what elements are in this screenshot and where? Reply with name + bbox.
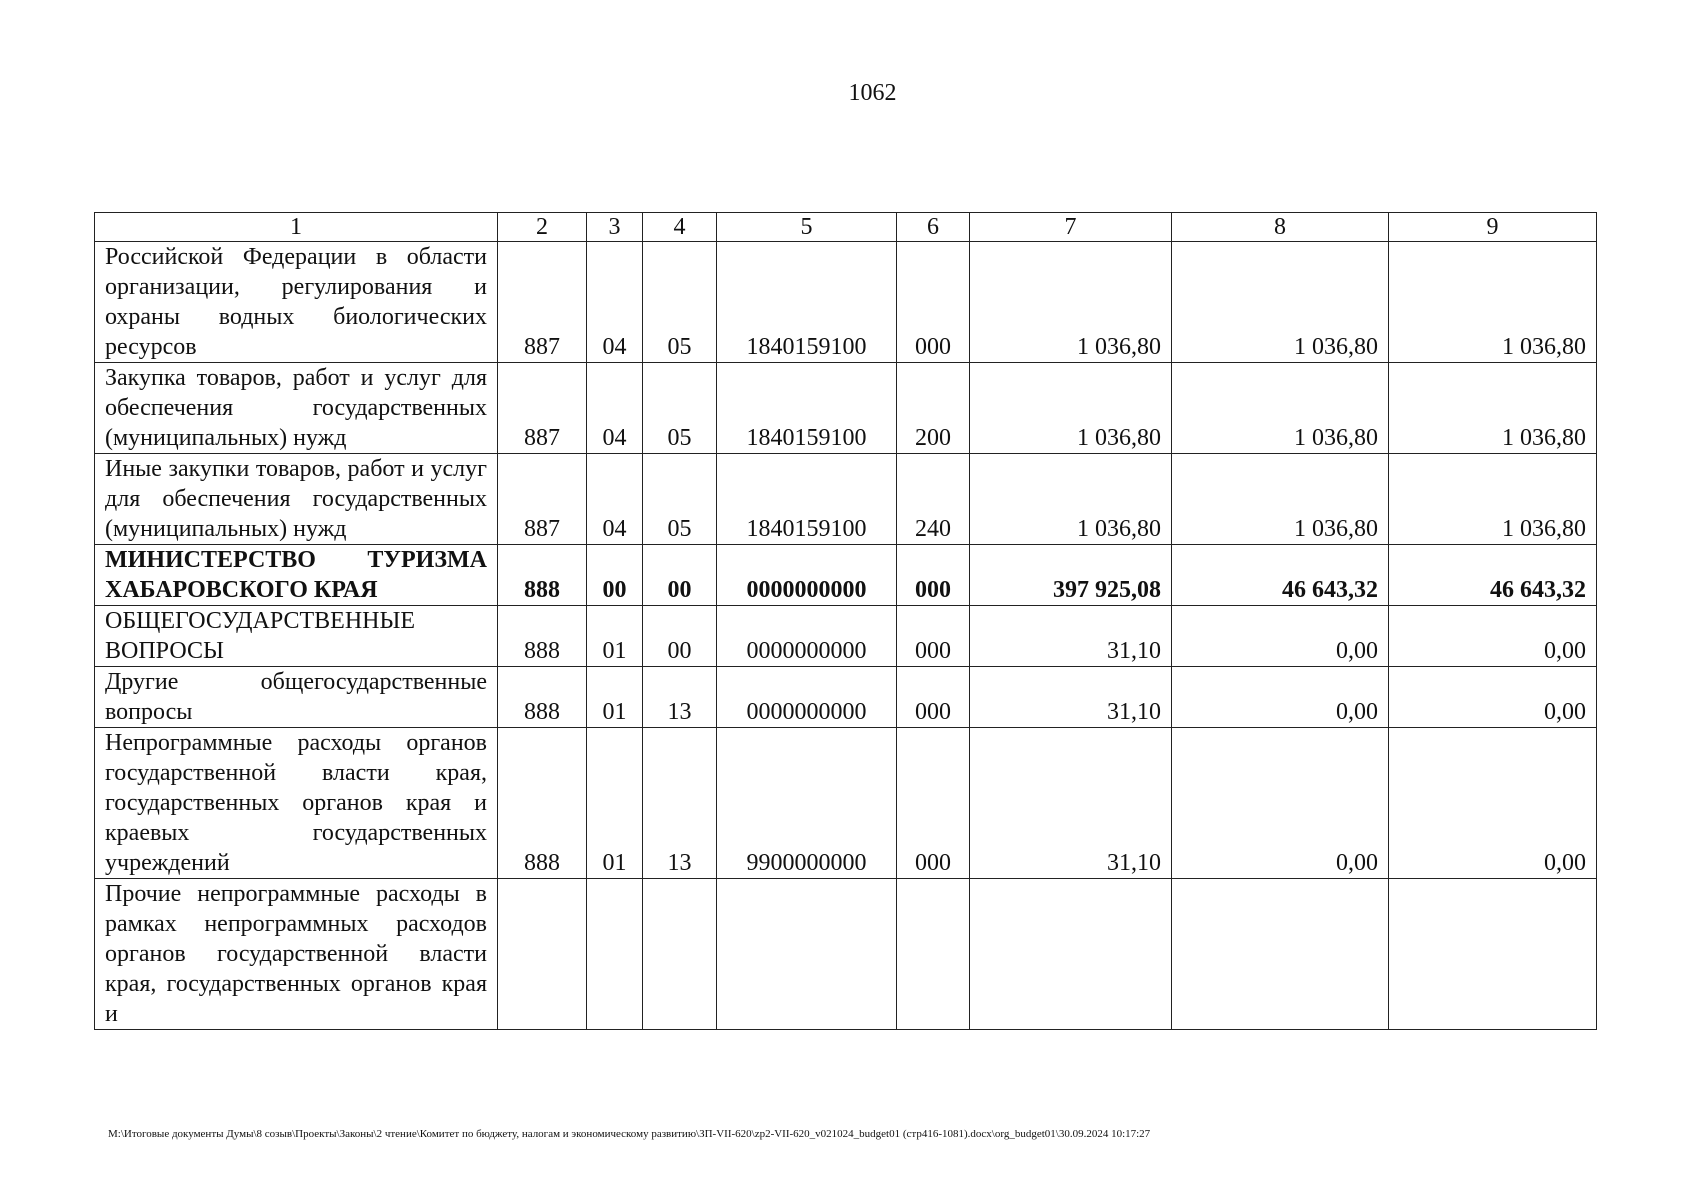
row-description: ОБЩЕГОСУДАРСТВЕННЫЕ ВОПРОСЫ (95, 606, 498, 667)
column-header: 1 (95, 213, 498, 242)
cell-amount-col8 (1172, 879, 1389, 1030)
cell-section: 01 (587, 667, 643, 728)
budget-table (94, 212, 1597, 1030)
cell-amount-col9: 0,00 (1389, 606, 1597, 667)
header-row (95, 213, 1597, 242)
cell-section: 04 (587, 454, 643, 545)
cell-target-article: 1840159100 (717, 242, 897, 363)
cell-amount-col7: 1 036,80 (970, 242, 1172, 363)
row-description: Закупка товаров, работ и услуг для обеспечения государственных (муниципальных) нужд (95, 363, 498, 454)
column-header: 7 (970, 213, 1172, 242)
cell-target-article: 0000000000 (717, 667, 897, 728)
cell-amount-col8: 46 643,32 (1172, 545, 1389, 606)
table-row (95, 667, 1597, 728)
table-row (95, 879, 1597, 1030)
cell-section: 04 (587, 363, 643, 454)
row-description: Иные закупки товаров, работ и услуг для обеспечения государственных (муниципальных) нужд (95, 454, 498, 545)
column-header: 6 (897, 213, 970, 242)
cell-subsection: 13 (643, 667, 717, 728)
page-number: 1062 (848, 80, 897, 106)
cell-target-article: 9900000000 (717, 728, 897, 879)
cell-amount-col7: 1 036,80 (970, 454, 1172, 545)
table-row (95, 363, 1597, 454)
cell-admin-code: 887 (498, 242, 587, 363)
cell-target-article: 0000000000 (717, 545, 897, 606)
row-description: Прочие непрограммные расходы в рамках непрограммных расходов органов государственной власти края, государственных органов края и (95, 879, 498, 1030)
cell-amount-col8: 0,00 (1172, 667, 1389, 728)
cell-section: 00 (587, 545, 643, 606)
cell-amount-col9: 1 036,80 (1389, 242, 1597, 363)
cell-expense-type: 240 (897, 454, 970, 545)
cell-amount-col9: 1 036,80 (1389, 454, 1597, 545)
table-row (95, 242, 1597, 363)
cell-expense-type (897, 879, 970, 1030)
row-description: Непрограммные расходы органов государственной власти края, государственных органов края и краевых государственных учреждений (95, 728, 498, 879)
cell-amount-col9: 46 643,32 (1389, 545, 1597, 606)
cell-admin-code: 888 (498, 667, 587, 728)
cell-amount-col8: 1 036,80 (1172, 454, 1389, 545)
column-header: 9 (1389, 213, 1597, 242)
cell-amount-col7: 31,10 (970, 728, 1172, 879)
table-row (95, 545, 1597, 606)
cell-amount-col9: 0,00 (1389, 728, 1597, 879)
cell-target-article: 1840159100 (717, 363, 897, 454)
cell-amount-col9 (1389, 879, 1597, 1030)
cell-section: 04 (587, 242, 643, 363)
row-description: Российской Федерации в области организации, регулирования и охраны водных биологических ресурсов (95, 242, 498, 363)
cell-expense-type: 200 (897, 363, 970, 454)
cell-target-article: 0000000000 (717, 606, 897, 667)
cell-subsection: 00 (643, 606, 717, 667)
table-row (95, 606, 1597, 667)
cell-subsection: 05 (643, 363, 717, 454)
table-row (95, 454, 1597, 545)
cell-admin-code (498, 879, 587, 1030)
table-row (95, 728, 1597, 879)
cell-subsection: 13 (643, 728, 717, 879)
cell-amount-col8: 1 036,80 (1172, 363, 1389, 454)
cell-target-article (717, 879, 897, 1030)
cell-expense-type: 000 (897, 545, 970, 606)
cell-subsection: 00 (643, 545, 717, 606)
cell-admin-code: 888 (498, 606, 587, 667)
row-description: МИНИСТЕРСТВО ТУРИЗМА ХАБАРОВСКОГО КРАЯ (95, 545, 498, 606)
file-path-footer: M:\Итоговые документы Думы\8 созыв\Проекты\Законы\2 чтение\Комитет по бюджету, налогам и экономическому развитию\ЗП-VII-620\zp2-VII-620_v021024_budget01 (стр416-1081).docx\org_budget01\30.09.2024 10:17:27 (108, 1128, 1151, 1140)
cell-section: 01 (587, 606, 643, 667)
cell-admin-code: 888 (498, 728, 587, 879)
column-header: 3 (587, 213, 643, 242)
row-description: Другие общегосударственные вопросы (95, 667, 498, 728)
cell-admin-code: 887 (498, 454, 587, 545)
cell-admin-code: 887 (498, 363, 587, 454)
cell-amount-col7: 397 925,08 (970, 545, 1172, 606)
cell-target-article: 1840159100 (717, 454, 897, 545)
cell-subsection: 05 (643, 454, 717, 545)
cell-amount-col7: 1 036,80 (970, 363, 1172, 454)
column-header: 4 (643, 213, 717, 242)
cell-amount-col7: 31,10 (970, 667, 1172, 728)
cell-amount-col7 (970, 879, 1172, 1030)
cell-amount-col9: 1 036,80 (1389, 363, 1597, 454)
cell-admin-code: 888 (498, 545, 587, 606)
cell-amount-col9: 0,00 (1389, 667, 1597, 728)
cell-expense-type: 000 (897, 728, 970, 879)
cell-amount-col7: 31,10 (970, 606, 1172, 667)
cell-subsection: 05 (643, 242, 717, 363)
column-header: 5 (717, 213, 897, 242)
column-header: 8 (1172, 213, 1389, 242)
cell-amount-col8: 0,00 (1172, 728, 1389, 879)
cell-amount-col8: 0,00 (1172, 606, 1389, 667)
cell-expense-type: 000 (897, 606, 970, 667)
cell-amount-col8: 1 036,80 (1172, 242, 1389, 363)
cell-subsection (643, 879, 717, 1030)
cell-section (587, 879, 643, 1030)
cell-expense-type: 000 (897, 667, 970, 728)
column-header: 2 (498, 213, 587, 242)
table-body (95, 242, 1597, 1030)
cell-section: 01 (587, 728, 643, 879)
cell-expense-type: 000 (897, 242, 970, 363)
